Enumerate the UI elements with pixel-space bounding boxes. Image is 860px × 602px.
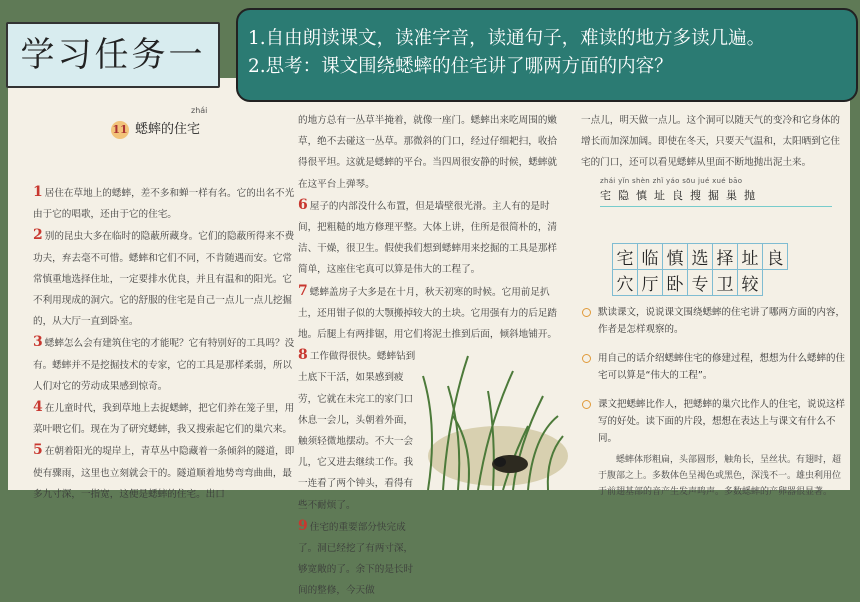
task-instructions-box: [236, 8, 858, 102]
grid-char: 卫: [713, 270, 738, 296]
lesson-title-pinyin: zhái: [191, 106, 208, 115]
grid-char: 选: [688, 244, 713, 270]
lesson-title: 蟋蟀的住宅: [135, 122, 201, 137]
grid-char: 穴: [613, 270, 638, 296]
text-column-1: [33, 182, 301, 505]
grid-char: 专: [688, 270, 713, 296]
paragraph: 5 在朝着阳光的堤岸上，青草丛中隐藏着一条倾斜的隧道，即使有骤雨，这里也立刻就会干的。隧道顺着地势弯弯曲曲，最多九寸深，一指宽，这便是蟋蟀的住宅。出口: [33, 442, 295, 500]
grid-char: 址: [738, 244, 763, 270]
cricket-grass-illustration: [418, 336, 564, 490]
paragraph: 的地方总有一丛草半掩着，就像一座门。蟋蟀出来吃周围的嫩草，绝不去碰这一丛草。那微斜的门口，经过仔细耙扫，收拾得很平坦。这就是蟋蟀的平台。当四周很安静的时候，蟋蟀就在这平台上弹琴。: [298, 115, 558, 190]
paragraph: 7 蟋蟀盖房子大多是在十月，秋天初寒的时候。它用前足扒土，还用钳子似的大颚搬掉较大的土块。它用强有力的后足踏地。后腿上有两排锯，用它们将泥土推到后面，倾斜地铺开。: [298, 282, 558, 341]
words-characters: 宅隐慎址良搜掘巢抛: [600, 187, 832, 207]
grid-char: 慎: [663, 244, 688, 270]
paragraph: 3 蟋蟀怎么会有建筑住宅的才能呢？它有特别好的工具吗？没有。蟋蟀并不是挖掘技术的专家，它的工具是那样柔弱，所以人们对它的劳动成果感到惊奇。: [33, 334, 295, 392]
write-characters-grid: [612, 243, 788, 296]
paragraph: 8 工作做得很快。蟋蟀钻到土底下干活，如果感到疲劳，它就在未完工的家门口休息一会儿，头朝着外面，触须轻微地摆动。不大一会儿，它又进去继续工作。我一连看了两个钟头，看得有些不耐烦了。: [298, 347, 416, 511]
paragraph: 9 住宅的重要部分快完成了。洞已经挖了有两寸深，够宽敞的了。余下的是长时间的整修，今天做: [298, 517, 414, 597]
paragraph: 2 别的昆虫大多在临时的隐蔽所藏身。它们的隐蔽所得来不费功夫，弃去毫不可惜。蟋蟀和它们不同，不肯随遇而安。它常常慎重地选择住址，一定要排水优良，并且有温和的阳光。它不利用现成的洞穴。它的舒服的住宅是自己一点儿一点儿挖掘的，从大厅一直到卧室。: [33, 227, 295, 328]
excerpt-text: 蟋蟀体形粗扁，头部圆形，触角长，呈丝状。有翅时，超于腹部之上。多数体色呈褐色或黑色，深浅不一。雄虫利用位于前翅基部的音产生发声鸣声。多数蟋蟀的产卵器很显著。: [598, 455, 842, 497]
task-title: 学习任务一: [20, 35, 206, 75]
question-item: 课文把蟋蟀比作人，把蟋蟀的巢穴比作人的住宅，说说这样写的好处。读下面的片段，想想在表达上与课文有什么不同。: [580, 396, 853, 447]
paragraph: 1 居住在草地上的蟋蟀，差不多和蝉一样有名。它的出名不光由于它的唱歌，还由于它的住宅。: [33, 184, 295, 221]
words-pinyin: zhái yǐn shèn zhǐ yáo sōu jué xué bāo: [600, 177, 743, 185]
question-item: 默读课文，说说课文围绕蟋蟀的住宅讲了哪两方面的内容，作者是怎样观察的。: [580, 304, 853, 338]
task-instruction-2: 2.思考：课文围绕蟋蟀的住宅讲了哪两方面的内容？: [248, 56, 673, 77]
lesson-heading: [111, 106, 208, 139]
grid-char: 择: [713, 244, 738, 270]
task-instruction-1: 1.自由朗读课文，读准字音，读通句子，难读的地方多读几遍。: [248, 28, 766, 49]
paragraph: 一点儿，明天做一点儿。这个洞可以随天气的变冷和它身体的增长而加深加阔。即使在冬天，只要天气温和，太阳晒到它住宅的门口，还可以看见蟋蟀从里面不断地抛出泥土来。: [581, 115, 841, 169]
grid-char: 宅: [613, 244, 638, 270]
paragraph: 4 在儿童时代，我到草地上去捉蟋蟀，把它们养在笼子里，用菜叶喂它们。现在为了研究蟋蟀，我又搜索起它们的巢穴来。: [33, 399, 295, 436]
task-title-box: [6, 22, 220, 88]
grid-char: 厅: [638, 270, 663, 296]
lesson-number-badge: 11: [111, 121, 129, 139]
question-item: 用自己的话介绍蟋蟀住宅的修建过程，想想为什么蟋蟀的住宅可以算是“伟大的工程”。: [580, 350, 853, 384]
new-words-box: [600, 177, 832, 207]
grid-char: 临: [638, 244, 663, 270]
grid-char: 良: [763, 244, 788, 270]
grid-char: 卧: [663, 270, 688, 296]
textbook-page: [8, 78, 850, 597]
grid-char: 较: [738, 270, 763, 296]
text-column-3: [581, 110, 844, 174]
paragraph: 6 屋子的内部没什么布置，但是墙壁很光滑。主人有的是时间，把粗糙的地方修理平整。大体上讲，住所是很简朴的，清洁、干燥，很卫生。假使我们想到蟋蟀用来挖掘的工具是那样简单，这座住宅真可以算是伟大的工程了。: [298, 196, 558, 276]
